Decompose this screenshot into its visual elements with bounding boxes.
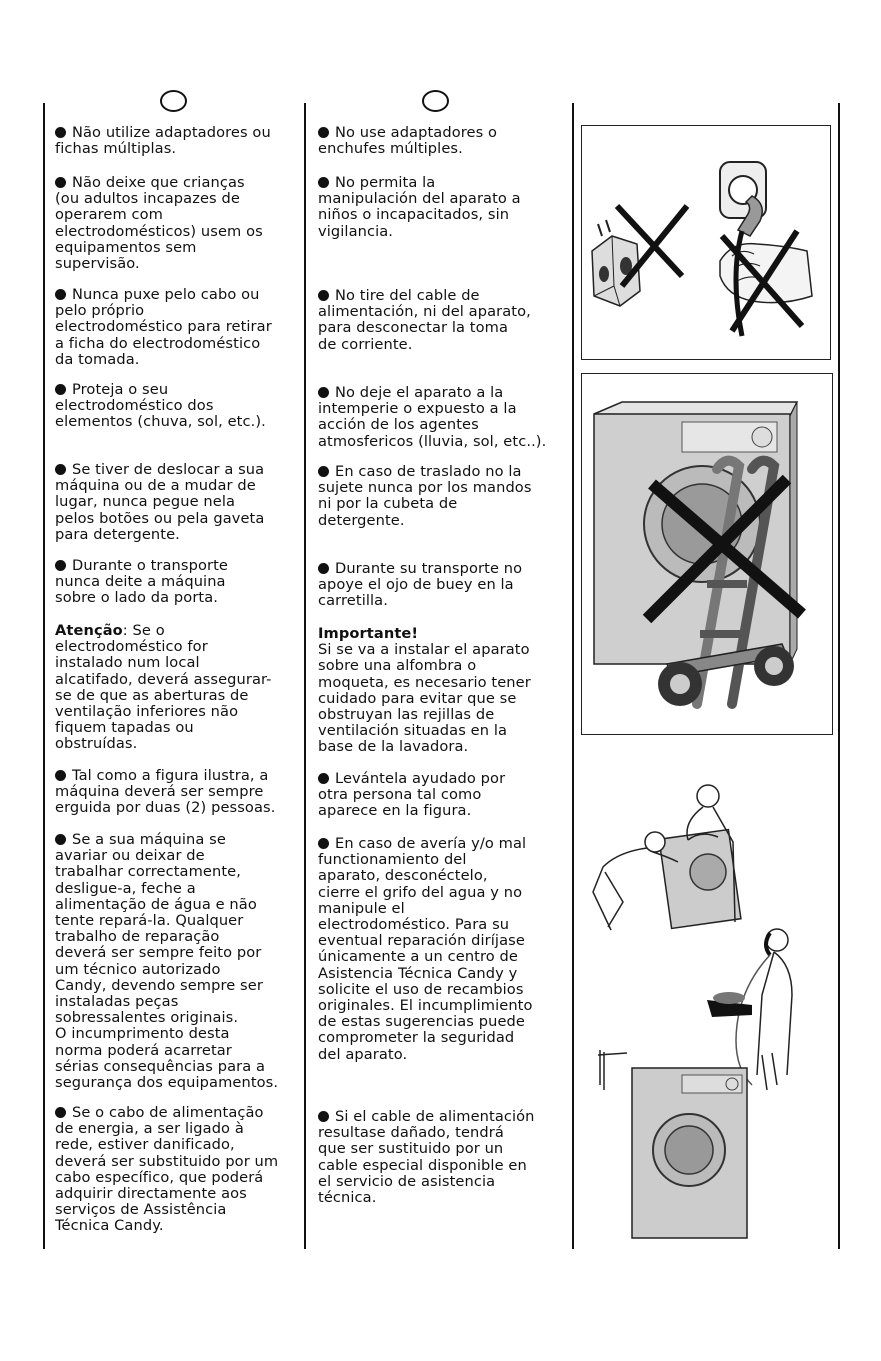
pt-item-attention: Atenção: Se o electrodoméstico for instalado num local alcatifado, deverá assegurar- se de que as aberturas de ventilação inferiores não fiquem tapadas ou obstruídas. xyxy=(55,622,272,753)
es-item-transport: Durante su transporte no apoye el ojo de buey en la carretilla. xyxy=(318,560,523,610)
pt-item-repair: Se a sua máquina se avariar ou deixar de trabalhar correctamente, desligue-a, feche a alimentação de água e não tente repará-la. Qualquer trabalho de reparação deverá ser sempre feito por um técnico autorizado Candy, devendo sempre ser instaladas peças sobressalentes originais. O incumprimento desta norma poderá acarretar sérias consequências para a segurança dos equipamentos. xyxy=(55,831,279,1092)
bullet-icon xyxy=(318,177,329,188)
pt-item-transport: Durante o transporte nunca deite a máquina sobre o lado da porta. xyxy=(55,557,228,607)
es-item-lifting: Levántela ayudado por otra persona tal como aparece en la figura. xyxy=(318,770,506,820)
technician-svg xyxy=(592,925,817,1245)
right-column-rule xyxy=(572,103,574,1249)
bullet-icon xyxy=(55,770,66,781)
left-column-rule xyxy=(43,103,45,1249)
bullet-icon xyxy=(55,464,66,475)
far-right-column-rule xyxy=(838,103,840,1249)
pt-item-moving: Se tiver de deslocar a sua máquina ou de a mudar de lugar, nunca pegue nela pelos botões ou pela gaveta para detergente. xyxy=(55,461,265,543)
bullet-icon xyxy=(55,384,66,395)
pt-item-children: Não deixe que crianças (ou adultos incapazes de operarem com electrodomésticos) usem os equipamentos sem supervisão. xyxy=(55,174,263,273)
adapter-plug-svg xyxy=(582,126,830,359)
bullet-icon xyxy=(318,387,329,398)
pt-item-adapters: Não utilize adaptadores ou fichas múltiplas. xyxy=(55,124,271,158)
es-item-power-cable: Si el cable de alimentación resultase dañado, tendrá que ser sustituido por un cable especial disponible en el servicio de asistencia técnica. xyxy=(318,1108,535,1207)
bullet-icon xyxy=(318,563,329,574)
bullet-icon xyxy=(318,838,329,849)
es-item-weather: No deje el aparato a la intemperie o expuesto a la acción de los agentes atmosfericos (lluvia, sol, etc..). xyxy=(318,384,547,450)
bullet-icon xyxy=(318,1111,329,1122)
middle-column-rule xyxy=(304,103,306,1249)
washer-on-trolley-prohibited-illustration xyxy=(581,373,833,735)
bullet-icon xyxy=(318,290,329,301)
pt-item-elements: Proteja o seu electrodoméstico dos elementos (chuva, sol, etc.). xyxy=(55,381,266,431)
adapter-plug-prohibited-illustration xyxy=(581,125,831,360)
bullet-icon xyxy=(55,289,66,300)
bullet-icon xyxy=(55,834,66,845)
bullet-icon xyxy=(55,1107,66,1118)
es-item-children: No permita la manipulación del aparato a niños o incapacitados, sin vigilancia. xyxy=(318,174,521,240)
es-item-important: Importante! Si se va a instalar el aparato sobre una alfombra o moqueta, es necesario tener cuidado para evitar que se obstruyan las rejillas de ventilación situadas en la base de la lavadora. xyxy=(318,625,531,756)
bullet-icon xyxy=(55,177,66,188)
bullet-icon xyxy=(318,773,329,784)
bullet-icon xyxy=(55,127,66,138)
pt-item-lifting: Tal como a figura ilustra, a máquina deverá ser sempre erguida por duas (2) pessoas. xyxy=(55,767,276,817)
es-item-cable: No tire del cable de alimentación, ni del aparato, para desconectar la toma de corriente. xyxy=(318,287,531,353)
pt-item-power-cable: Se o cabo de alimentação de energia, a ser ligado à rede, estiver danificado, deverá ser substituido por um cabo específico, que poderá adquirir directamente aos serviços de Assistência Técnica Candy. xyxy=(55,1104,279,1235)
trolley-svg xyxy=(582,374,832,734)
bullet-icon xyxy=(318,127,329,138)
technician-phone-washer-illustration xyxy=(592,925,817,1245)
es-item-repair: En caso de avería y/o mal functionamiento del aparato, desconéctelo, cierre el grifo del agua y no manipule el electrodoméstico. Para su eventual reparación diríjase únicamente a un centro de Asistencia Técnica Candy y solicite el uso de recambios originales. El incumplimiento de estas sugerencias puede comprometer la seguridad del aparato. xyxy=(318,835,533,1063)
portuguese-language-marker xyxy=(160,90,187,112)
es-item-adapters: No use adaptadores o enchufes múltiples. xyxy=(318,124,498,158)
bullet-icon xyxy=(318,466,329,477)
spanish-language-marker xyxy=(422,90,449,112)
lifting-svg xyxy=(583,782,753,932)
two-people-lifting-washer-illustration xyxy=(583,782,753,932)
es-item-moving: En caso de traslado no la sujete nunca por los mandos ni por la cubeta de detergente. xyxy=(318,463,532,529)
bullet-icon xyxy=(55,560,66,571)
pt-item-cable: Nunca puxe pelo cabo ou pelo próprio electrodoméstico para retirar a ficha do electrodoméstico da tomada. xyxy=(55,286,272,368)
